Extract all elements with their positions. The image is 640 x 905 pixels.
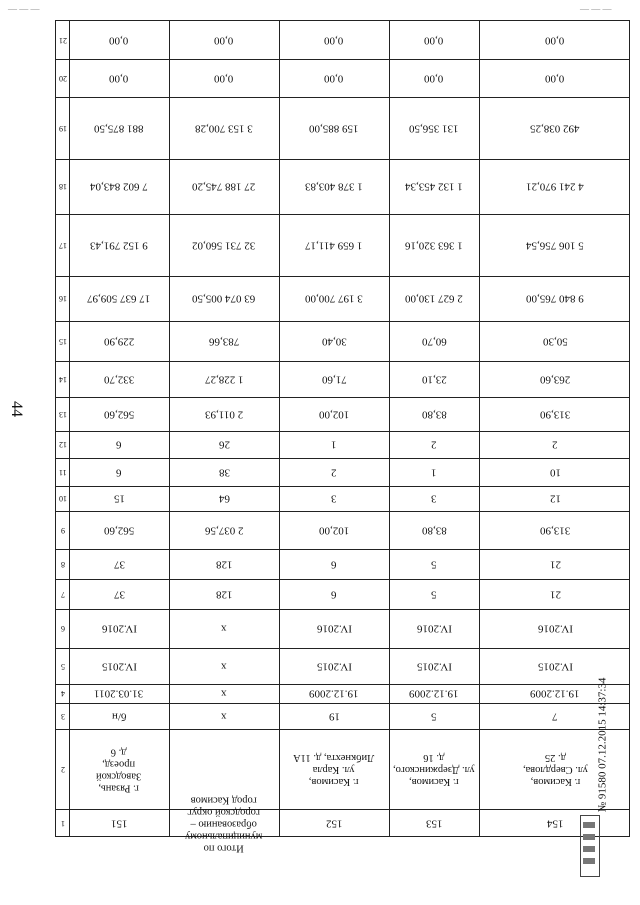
- table-cell-text: 19.12.2009: [530, 687, 580, 700]
- column-number-label: 8: [60, 559, 65, 569]
- table-cell-text: IV.2015: [316, 660, 352, 673]
- table-cell-col-19: [69, 97, 169, 159]
- table-cell-col-15: [389, 321, 479, 361]
- table-cell-col-3: [389, 703, 479, 729]
- table-cell-text: 151: [110, 817, 128, 830]
- table-cell-text: 332,70: [103, 373, 135, 386]
- table-cell-col-5: [69, 648, 169, 684]
- table-cell-text: IV.2016: [316, 622, 352, 635]
- table-cell-text: 1: [331, 438, 337, 451]
- table-cell-text: 19: [328, 710, 340, 723]
- table-cell-col-13: [389, 397, 479, 431]
- column-number-6: [56, 609, 69, 648]
- table-cell-col-14: [389, 361, 479, 397]
- table-cell-col-5: [389, 648, 479, 684]
- column-number-label: 7: [60, 589, 65, 599]
- table-cell-col-2: [389, 729, 479, 809]
- table-cell-text: 153: [425, 817, 443, 830]
- table-cell-col-5: [169, 648, 279, 684]
- table-cell-col-21: [479, 21, 631, 59]
- table-cell-text: IV.2015: [101, 660, 137, 673]
- table-cell-col-6: [169, 609, 279, 648]
- table-cell-text: х: [221, 622, 227, 635]
- table-cell-text: 0,00: [545, 72, 565, 85]
- table-cell-text: 128: [215, 588, 233, 601]
- column-number-11: [56, 458, 69, 486]
- table-cell-text: б/н: [111, 710, 127, 723]
- table-cell-col-13: [169, 397, 279, 431]
- table-cell-text: 6: [116, 466, 122, 479]
- column-number-14: [56, 361, 69, 397]
- table-cell-col-20: [279, 59, 389, 97]
- table-cell-col-8: [479, 549, 631, 579]
- table-cell-col-15: [169, 321, 279, 361]
- scan-edge-mark: — — —: [580, 4, 612, 14]
- table-cell-text: г. Рязань, Заводской проезд, д. 6: [96, 745, 142, 794]
- table-cell-col-17: [479, 214, 631, 276]
- table-cell-text: 2: [552, 438, 558, 451]
- table-cell-col-9: [279, 511, 389, 549]
- table-cell-col-11: [169, 458, 279, 486]
- table-cell-text: 5: [431, 558, 437, 571]
- table-cell-col-19: [479, 97, 631, 159]
- table-cell-text: г. Касимов, ул. Дзержинского, д. 16: [393, 751, 475, 788]
- table-cell-text: 783,66: [208, 335, 240, 348]
- table-cell-col-8: [69, 549, 169, 579]
- table-cell-text: 128: [215, 558, 233, 571]
- table-cell-text: 313,90: [539, 524, 571, 537]
- table-cell-col-9: [389, 511, 479, 549]
- table-cell-col-4: [69, 684, 169, 703]
- table-cell-text: 159 885,00: [309, 122, 359, 135]
- table-cell-text: 5: [431, 588, 437, 601]
- table-cell-col-8: [169, 549, 279, 579]
- table-cell-text: х: [221, 710, 227, 723]
- table-cell-col-18: [69, 159, 169, 214]
- table-cell-col-19: [279, 97, 389, 159]
- column-number-5: [56, 648, 69, 684]
- table-cell-col-11: [479, 458, 631, 486]
- table-cell-col-11: [69, 458, 169, 486]
- table-cell-col-21: [279, 21, 389, 59]
- table-cell-col-16: [389, 276, 479, 321]
- table-cell-text: г. Касимов, ул. Свердлова, д. 25: [522, 751, 588, 788]
- table-cell-col-1: [389, 809, 479, 838]
- table-cell-col-8: [279, 549, 389, 579]
- table-cell-col-18: [279, 159, 389, 214]
- table-cell-col-1: [69, 809, 169, 838]
- column-number-label: 16: [58, 294, 67, 303]
- table-cell-col-20: [69, 59, 169, 97]
- column-number-10: [56, 486, 69, 511]
- table-cell-text: IV.2015: [537, 660, 573, 673]
- table-cell-col-12: [169, 431, 279, 458]
- table-cell-text: 0,00: [424, 34, 444, 47]
- table-cell-text: 12: [549, 492, 561, 505]
- table-cell-text: Итого по муниципальному образованию – городской округ город Касимов: [185, 794, 263, 854]
- table-cell-col-18: [389, 159, 479, 214]
- table-cell-col-16: [479, 276, 631, 321]
- table-cell-text: 71,60: [321, 373, 347, 386]
- table-cell-text: 7 602 843,04: [90, 180, 148, 193]
- table-cell-col-6: [279, 609, 389, 648]
- table-cell-col-14: [69, 361, 169, 397]
- table-cell-col-14: [169, 361, 279, 397]
- table-cell-col-17: [389, 214, 479, 276]
- table-cell-col-9: [479, 511, 631, 549]
- table-cell-text: 37: [113, 588, 125, 601]
- table-cell-col-7: [389, 579, 479, 609]
- table-cell-text: 0,00: [324, 72, 344, 85]
- table-cell-text: 19.12.2009: [309, 687, 359, 700]
- table-cell-col-9: [169, 511, 279, 549]
- table-cell-text: 2 037,56: [204, 524, 244, 537]
- column-number-17: [56, 214, 69, 276]
- table-cell-col-17: [279, 214, 389, 276]
- table-cell-col-5: [279, 648, 389, 684]
- table-cell-text: 0,00: [324, 34, 344, 47]
- table-cell-text: 21: [549, 558, 561, 571]
- table-cell-text: 2: [431, 438, 437, 451]
- table-cell-text: IV.2016: [416, 622, 452, 635]
- table-cell-text: 31.03.2011: [94, 687, 144, 700]
- table-cell-text: 131 356,50: [409, 122, 459, 135]
- table-cell-text: 1 378 403,83: [305, 180, 363, 193]
- table-cell-text: х: [221, 687, 227, 700]
- page-number: 44: [8, 401, 25, 417]
- column-number-label: 1: [60, 819, 65, 828]
- table-cell-col-11: [389, 458, 479, 486]
- table-cell-text: 2 627 130,00: [405, 292, 463, 305]
- column-number-label: 18: [58, 182, 67, 191]
- table-cell-col-10: [279, 486, 389, 511]
- table-cell-col-17: [169, 214, 279, 276]
- table-cell-text: 63 074 005,50: [192, 292, 256, 305]
- table-cell-col-1: [169, 794, 279, 854]
- column-number-label: 10: [58, 494, 67, 503]
- column-number-15: [56, 321, 69, 361]
- column-number-3: [56, 703, 69, 729]
- column-number-18: [56, 159, 69, 214]
- table-cell-col-8: [389, 549, 479, 579]
- table-cell-col-13: [279, 397, 389, 431]
- table-cell-col-16: [69, 276, 169, 321]
- table-cell-text: 154: [546, 817, 564, 830]
- registration-stamp-text: № 91580 07.12.2015 14:37:34: [596, 677, 609, 813]
- table-cell-col-19: [389, 97, 479, 159]
- table-cell-text: 27 188 745,20: [192, 180, 256, 193]
- table-cell-text: 492 038,25: [530, 122, 580, 135]
- table-cell-text: 26: [218, 438, 230, 451]
- column-number-label: 9: [60, 525, 65, 535]
- table-cell-col-13: [479, 397, 631, 431]
- table-cell-text: 0,00: [109, 34, 129, 47]
- table-cell-col-3: [279, 703, 389, 729]
- table-cell-text: 32 731 560,02: [192, 239, 256, 252]
- column-number-label: 17: [58, 240, 67, 250]
- table-cell-col-12: [279, 431, 389, 458]
- column-number-19: [56, 97, 69, 159]
- column-number-16: [56, 276, 69, 321]
- table-cell-col-21: [389, 21, 479, 59]
- rotated-register-table: [55, 20, 630, 854]
- scan-edge-mark: — — —: [8, 4, 40, 14]
- table-cell-text: 881 875,50: [94, 122, 144, 135]
- table-cell-text: 37: [113, 558, 125, 571]
- table-cell-text: 9 840 765,00: [526, 292, 584, 305]
- table-cell-col-20: [389, 59, 479, 97]
- table-cell-col-7: [69, 579, 169, 609]
- table-cell-text: 2 011,93: [204, 408, 244, 421]
- table-cell-col-3: [169, 703, 279, 729]
- table-cell-text: 0,00: [424, 72, 444, 85]
- table-cell-col-10: [389, 486, 479, 511]
- table-cell-col-7: [479, 579, 631, 609]
- column-number-label: 19: [58, 123, 67, 133]
- column-number-20: [56, 59, 69, 97]
- table-cell-text: 1 363 320,16: [405, 239, 463, 252]
- table-cell-col-6: [389, 609, 479, 648]
- table-cell-col-18: [169, 159, 279, 214]
- table-cell-col-14: [279, 361, 389, 397]
- table-cell-text: 562,60: [103, 408, 135, 421]
- table-cell-text: 313,90: [539, 408, 571, 421]
- column-number-4: [56, 684, 69, 703]
- table-cell-text: 6: [331, 588, 337, 601]
- column-number-1: [56, 809, 69, 838]
- table-cell-text: 102,00: [318, 524, 350, 537]
- column-number-label: 14: [58, 374, 67, 384]
- column-number-label: 21: [58, 35, 67, 45]
- table-cell-col-16: [169, 276, 279, 321]
- table-cell-text: 5 106 756,54: [526, 239, 584, 252]
- column-number-label: 3: [60, 711, 65, 721]
- table-cell-text: 6: [116, 438, 122, 451]
- table-cell-col-12: [389, 431, 479, 458]
- table-cell-col-12: [479, 431, 631, 458]
- table-cell-col-11: [279, 458, 389, 486]
- table-cell-col-7: [279, 579, 389, 609]
- table-cell-text: 1 228,27: [204, 373, 244, 386]
- column-number-label: 15: [58, 336, 67, 346]
- table-cell-text: 0,00: [545, 34, 565, 47]
- table-cell-text: 64: [218, 492, 230, 505]
- table-cell-text: IV.2015: [416, 660, 452, 673]
- table-cell-text: 562,60: [103, 524, 135, 537]
- table-cell-text: 21: [549, 588, 561, 601]
- column-number-label: 6: [60, 624, 65, 633]
- column-number-13: [56, 397, 69, 431]
- column-number-12: [56, 431, 69, 458]
- table-cell-col-4: [389, 684, 479, 703]
- table-cell-text: 3 153 700,28: [195, 122, 253, 135]
- table-cell-col-21: [69, 21, 169, 59]
- column-number-label: 13: [58, 409, 67, 419]
- table-cell-text: 7: [552, 710, 558, 723]
- table-cell-text: 30,40: [321, 335, 347, 348]
- table-cell-text: 3: [331, 492, 337, 505]
- table-cell-col-15: [69, 321, 169, 361]
- table-cell-col-9: [69, 511, 169, 549]
- table-cell-text: 23,10: [421, 373, 447, 386]
- table-cell-text: 4 241 970,21: [526, 180, 584, 193]
- table-cell-text: 19.12.2009: [409, 687, 459, 700]
- table-cell-col-20: [169, 59, 279, 97]
- table-cell-col-1: [279, 809, 389, 838]
- table-cell-text: 263,60: [539, 373, 571, 386]
- table-cell-text: IV.2016: [537, 622, 573, 635]
- table-cell-col-7: [169, 579, 279, 609]
- table-cell-col-2: [69, 729, 169, 809]
- table-cell-col-20: [479, 59, 631, 97]
- table-cell-text: 10: [549, 466, 561, 479]
- table-cell-text: 0,00: [109, 72, 129, 85]
- table-cell-text: 6: [331, 558, 337, 571]
- table-cell-text: 229,90: [103, 335, 135, 348]
- table-cell-text: г. Касимов, ул. Карла Либкнехта, д. 11А: [293, 751, 375, 788]
- column-number-9: [56, 511, 69, 549]
- table-cell-text: 0,00: [214, 34, 234, 47]
- column-number-label: 2: [60, 764, 65, 774]
- table-cell-text: 102,00: [318, 408, 350, 421]
- table-cell-text: 83,80: [421, 524, 447, 537]
- column-number-7: [56, 579, 69, 609]
- column-number-21: [56, 21, 69, 59]
- table-cell-col-3: [69, 703, 169, 729]
- table-cell-col-15: [279, 321, 389, 361]
- table-cell-text: 152: [325, 817, 343, 830]
- table-cell-col-21: [169, 21, 279, 59]
- table-cell-text: х: [221, 660, 227, 673]
- table-cell-col-13: [69, 397, 169, 431]
- table-cell-text: 2: [331, 466, 337, 479]
- table-cell-text: 1 659 411,17: [305, 239, 363, 252]
- column-number-label: 20: [58, 73, 67, 83]
- table-cell-text: 3 197 700,00: [305, 292, 363, 305]
- table-cell-text: 15: [113, 492, 125, 505]
- table-cell-text: 3: [431, 492, 437, 505]
- table-cell-text: 38: [218, 466, 230, 479]
- column-number-label: 11: [58, 467, 67, 477]
- table-cell-text: 5: [431, 710, 437, 723]
- table-cell-col-10: [169, 486, 279, 511]
- column-number-8: [56, 549, 69, 579]
- table-cell-col-18: [479, 159, 631, 214]
- table-cell-col-12: [69, 431, 169, 458]
- table-cell-text: 9 152 791,43: [90, 239, 148, 252]
- table-cell-text: 1: [431, 466, 437, 479]
- table-cell-col-10: [479, 486, 631, 511]
- table-cell-col-6: [69, 609, 169, 648]
- table-cell-col-2: [279, 729, 389, 809]
- column-number-label: 12: [58, 440, 67, 449]
- table-cell-col-15: [479, 321, 631, 361]
- table-cell-text: IV.2016: [101, 622, 137, 635]
- registration-stamp: [592, 640, 612, 850]
- table-cell-col-4: [169, 684, 279, 703]
- table-cell-text: 60,70: [421, 335, 447, 348]
- table-cell-col-4: [279, 684, 389, 703]
- column-number-label: 4: [60, 689, 65, 698]
- table-cell-text: 83,80: [421, 408, 447, 421]
- table-cell-col-14: [479, 361, 631, 397]
- table-cell-text: 50,30: [542, 335, 568, 348]
- table-cell-col-10: [69, 486, 169, 511]
- table-cell-text: 17 637 509,97: [87, 292, 151, 305]
- table-cell-col-19: [169, 97, 279, 159]
- table-cell-col-17: [69, 214, 169, 276]
- table-cell-col-16: [279, 276, 389, 321]
- table-cell-text: 0,00: [214, 72, 234, 85]
- column-number-label: 5: [60, 661, 65, 671]
- table-cell-text: 1 132 453,34: [405, 180, 463, 193]
- column-number-2: [56, 729, 69, 809]
